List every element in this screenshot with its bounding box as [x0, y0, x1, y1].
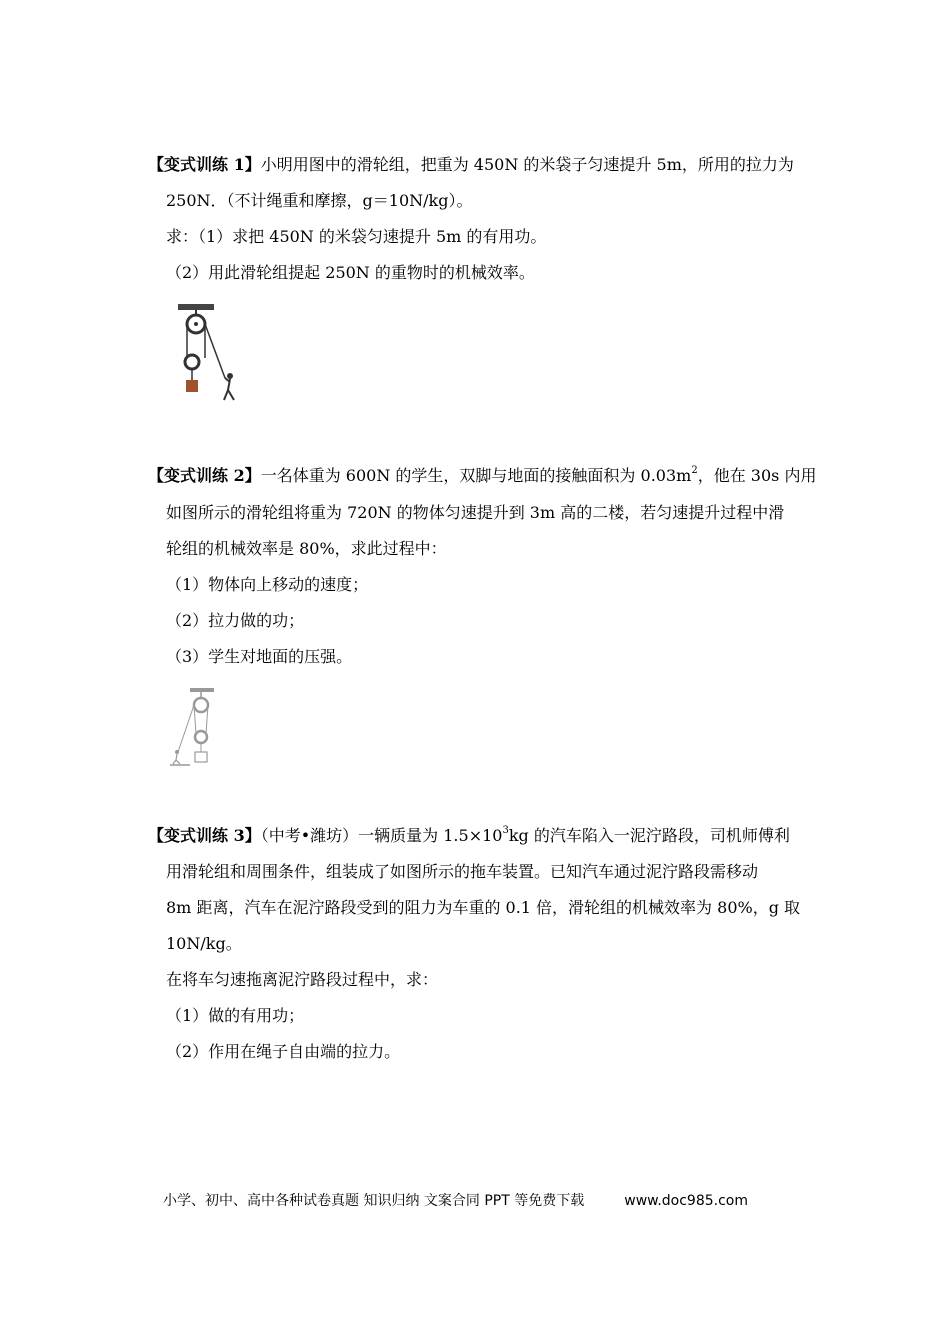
pulley-figure-2 — [168, 686, 218, 768]
page-footer — [163, 1190, 748, 1210]
q2-superscript: 2 — [691, 465, 698, 476]
q1-line-2: 250N．（不计绳重和摩擦，g＝10N/kg）。 — [166, 191, 473, 210]
footer-text: 小学、初中、高中各种试卷真题 知识归纳 文案合同 PPT 等免费下载 — [163, 1193, 585, 1209]
ceiling-beam — [178, 304, 214, 310]
q2-item-2: （2）拉力做的功； — [166, 611, 305, 630]
load-block — [195, 752, 207, 762]
movable-pulley — [195, 731, 207, 743]
q3-tag: 【变式训练 3】 — [148, 826, 261, 845]
q3-line-2: 用滑轮组和周围条件，组装成了如图所示的拖车装置。已知汽车通过泥泞路段需移动 — [166, 862, 759, 881]
student-figure — [173, 754, 180, 764]
q1-line-4: （2）用此滑轮组提起 250N 的重物时的机械效率。 — [166, 263, 535, 282]
footer-site-link[interactable]: www.doc985.com — [624, 1193, 748, 1209]
person-figure — [224, 378, 234, 400]
q3-line-3: 8m 距离，汽车在泥泞路段受到的阻力为车重的 0.1 倍，滑轮组的机械效率为 80%，g 取 — [166, 898, 801, 917]
q1-text-1: 小明用图中的滑轮组，把重为 450N 的米袋子匀速提升 5m，所用的拉力为 — [260, 155, 794, 174]
fixed-pulley — [194, 698, 208, 712]
q1-line-1 — [148, 155, 794, 175]
q2-item-3: （3）学生对地面的压强。 — [166, 647, 353, 666]
q2-line-3: 轮组的机械效率是 80%，求此过程中： — [166, 539, 447, 558]
person-head — [227, 373, 233, 379]
q3-item-1: （1）做的有用功； — [166, 1006, 305, 1025]
q3-line-4: 10N/kg。 — [166, 934, 242, 953]
q2-text-1b: ，他在 30s 内用 — [697, 466, 817, 485]
q3-text-1b: kg 的汽车陷入一泥泞路段，司机师傅利 — [508, 826, 790, 845]
q3-line-1 — [148, 826, 790, 846]
q2-text-1a: 一名体重为 600N 的学生，双脚与地面的接触面积为 0.03m — [260, 466, 692, 485]
rice-bag-block — [186, 380, 198, 392]
q2-tag: 【变式训练 2】 — [148, 466, 261, 485]
q3-item-2: （2）作用在绳子自由端的拉力。 — [166, 1042, 401, 1061]
movable-pulley — [185, 355, 199, 369]
q2-item-1: （1）物体向上移动的速度； — [166, 575, 369, 594]
q3-line-5: 在将车匀速拖离泥泞路段过程中，求： — [166, 970, 439, 989]
q1-line-3: 求：（1）求把 450N 的米袋匀速提升 5m 的有用功。 — [166, 227, 547, 246]
q1-tag: 【变式训练 1】 — [148, 155, 261, 174]
q2-line-1 — [148, 466, 816, 486]
q3-superscript: 3 — [502, 825, 509, 836]
student-head — [175, 750, 179, 754]
q2-line-2: 如图所示的滑轮组将重为 720N 的物体匀速提升到 3m 高的二楼，若匀速提升过程中滑 — [166, 503, 785, 522]
pulley-figure-1 — [170, 300, 250, 405]
q3-text-1a: （中考•潍坊）一辆质量为 1.5×10 — [260, 826, 503, 845]
ceiling-beam — [190, 688, 214, 692]
